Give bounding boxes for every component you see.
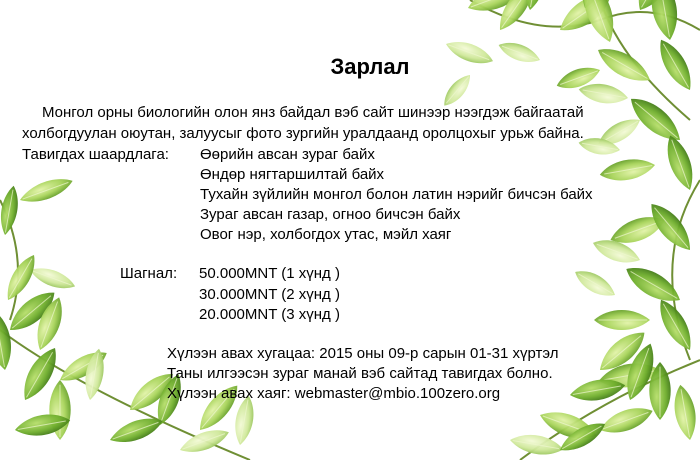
requirements-label: Тавигдах шаардлага: xyxy=(22,146,169,163)
intro-line-2: холбогдуулан оюутан, залуусыг фото зургийн уралдаанд оролцохыг урьж байна. xyxy=(22,125,584,142)
page-title: Зарлал xyxy=(330,54,410,79)
deadline-text: Хүлээн авах хугацаа: 2015 оны 09-р сарын 01-31 хүртэл xyxy=(167,345,559,362)
requirement-item: Зураг авсан газар, огноо бичсэн байх xyxy=(200,206,461,223)
intro-line-1: Монгол орны биологийн олон янз байдал вэб сайт шинээр нээгдэж байгаатай xyxy=(42,104,584,121)
requirement-item: Овог нэр, холбогдох утас, мэйл хаяг xyxy=(200,226,452,243)
prize-item: 20.000MNT (3 хүнд ) xyxy=(199,306,340,323)
prize-item: 30.000MNT (2 хүнд ) xyxy=(199,286,340,303)
requirement-item: Тухайн зүйлийн монгол болон латин нэрийг бичсэн байх xyxy=(200,186,593,203)
requirement-item: Өндөр нягтаршилтай байх xyxy=(200,166,385,183)
prize-item: 50.000MNT (1 хүнд ) xyxy=(199,265,340,282)
requirement-item: Өөрийн авсан зураг байх xyxy=(200,146,375,163)
address-text: Хүлээн авах хаяг: webmaster@mbio.100zero.org xyxy=(167,385,501,402)
prizes-label: Шагнал: xyxy=(120,265,178,282)
publish-text: Таны илгээсэн зураг манай вэб сайтад тавигдах болно. xyxy=(167,365,553,382)
